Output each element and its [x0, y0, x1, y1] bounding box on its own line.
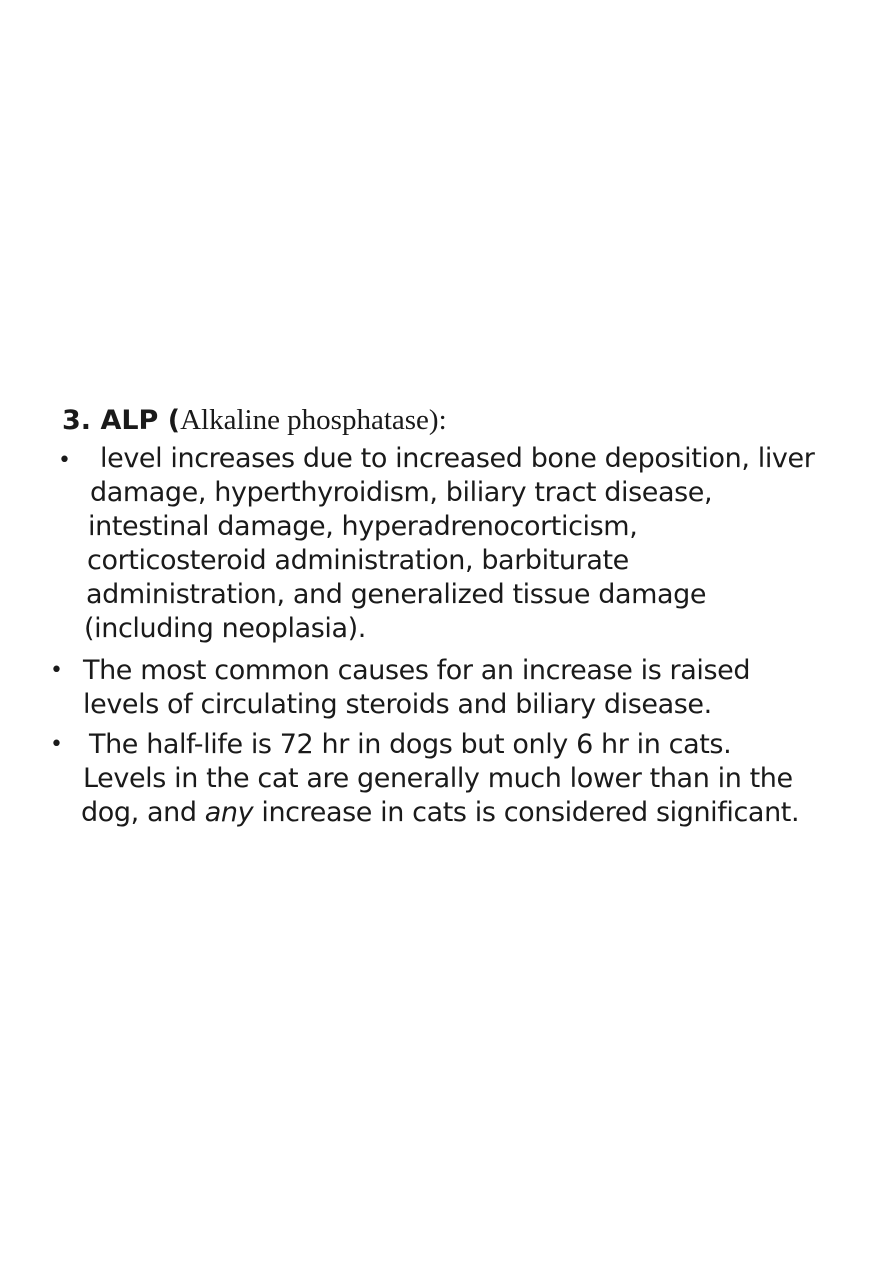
bullet-text-line: The half-life is 72 hr in dogs but only 6 hr in cats.: [89, 729, 732, 760]
bullet-icon: •: [58, 448, 71, 473]
bullet-item-1: [58, 442, 878, 646]
bullet-text-line-last: [81, 796, 873, 830]
bullet-icon: •: [50, 732, 63, 757]
bullet-item-3: [50, 728, 873, 830]
bullet-text-line: corticosteroid administration, barbiturate: [87, 545, 629, 576]
bullet-text-line: The most common causes for an increase is raised: [83, 655, 751, 686]
section-number-label: 3. ALP (: [62, 405, 181, 436]
emphasized-word: any: [204, 797, 254, 828]
bullet-text-line: Levels in the cat are generally much lower than in the: [83, 763, 793, 794]
bullet-text-line: (including neoplasia).: [84, 613, 366, 644]
bullet-item-2: [50, 654, 843, 722]
bullet-icon: •: [50, 658, 63, 683]
text-after-emphasis: increase in cats is considered significant.: [253, 797, 800, 828]
bullet-text-line: damage, hyperthyroidism, biliary tract disease,: [90, 477, 713, 508]
bullet-text-line: intestinal damage, hyperadrenocorticism,: [88, 511, 638, 542]
bullet-text-line: administration, and generalized tissue damage: [86, 579, 707, 610]
bullet-text-line: levels of circulating steroids and biliary disease.: [83, 689, 712, 720]
bullet-text-line: level increases due to increased bone deposition, liver: [100, 443, 815, 474]
text-before-emphasis: dog, and: [81, 797, 205, 828]
section-subtitle: Alkaline phosphatase):: [180, 404, 447, 436]
section-heading: [62, 402, 447, 439]
